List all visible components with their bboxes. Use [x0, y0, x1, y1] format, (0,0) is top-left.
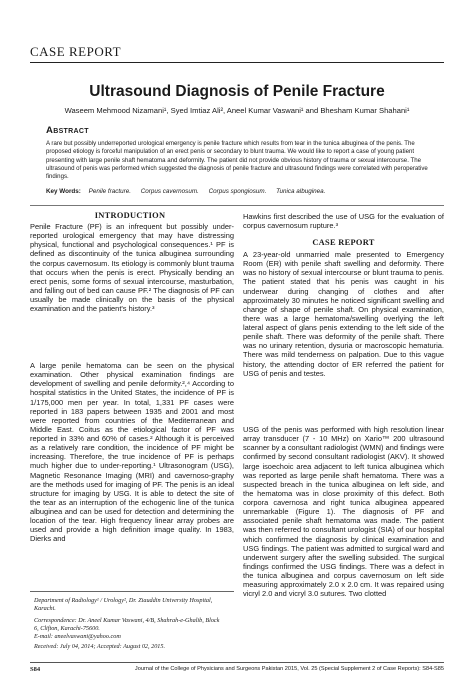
article-title: Ultrasound Diagnosis of Penile Fracture [89, 83, 385, 100]
paragraph-text: A large penile hematoma can be seen on the physical examination. Other physical examination findings are development of swelling and penile deformity.²,⁴ According to hospital statistics in the United States, the incidence of PF is 1/175,000 men per year. In total, 1,331 PF cases were reported in 183 papers between 1935 and 2001 and most were reported from countries of the Mediterranean and Middle East. Coitus as the etiological factor of PF was reported in 33% and 60% of cases.² Although it is perceived as a relatively rare condition, the incidence of PF might be increasing. Therefore, the true incidence of PF is perhaps much higher due to under-reporting.¹ Ultrasonogram (USG), Magnetic Resonance Imaging (MRI) and cavernoso-graphy are the methods used for imaging of PF. The penis is an ideal structure for imaging by USG. It is able to detect the site of the tear as an interruption of the echogenic line of the tunica albuginea and can be used for detection and determining the location of the tear. High frequency linear array probes are used and provide a high definition image quality. In 1983, Dierks and [30, 361, 234, 544]
keyword-item: Corpus spongiosum. [208, 188, 267, 195]
keywords-rule [30, 205, 444, 206]
received-dates: Received: July 04, 2014; Accepted: August 02, 2015. [34, 643, 166, 650]
page-number: S84 [30, 666, 41, 673]
keywords [46, 188, 436, 195]
case-report-heading: CASE REPORT [312, 238, 375, 247]
case-report-paragraph-2 [243, 425, 444, 598]
correspondence-address: Correspondence: Dr. Aneel Kumar Vaswani, 4/B, Shahrah-e-Ghalib, Block 6, Clifton, Karachi-75600. [34, 617, 220, 632]
footer-rule [30, 662, 444, 663]
author-list: Waseem Mehmood Nizamani¹, Syed Imtiaz Ali², Aneel Kumar Vaswani¹ and Bhesham Kumar Shahani¹ [64, 106, 410, 115]
case-report-paragraph-1 [243, 250, 444, 378]
journal-citation: Journal of the College of Physicians and Surgeons Pakistan 2015, Vol. 25 (Special Supplement 2 of Case Reports): S84-S85 [134, 666, 444, 672]
keyword-item: Corpus cavernosum. [140, 188, 199, 195]
affiliation-note: Department of Radiology¹ / Urology², Dr. Ziauddin University Hospital, Karachi. [34, 597, 213, 612]
introduction-heading: INTRODUCTION [94, 211, 166, 220]
abstract-heading: Abstract [46, 125, 89, 136]
section-label: CASE REPORT [30, 44, 122, 59]
paragraph-text: A 23-year-old unmarried male presented to Emergency Room (ER) with penile shaft swelling and deformity. There was no history of sexual intercourse or blunt trauma to penis. The patient stated that his penis was caught in his underwear during changing of clothes and after approximately 30 minutes he noticed significant swelling and change of shape of penile shaft. On physical examination, there was a large hematoma/swelling overlying the left lateral aspect of glans penis extending to the left side of the penile shaft. There was deformity of the penile shaft. There was no urinary retention, dysuria or macroscopic hematuria. There was mild tenderness on palpation. Due to this vague history, the attending doctor of ER referred the patient for USG of penis and testes. [243, 250, 444, 378]
intro-continuation [243, 212, 444, 230]
introduction-paragraph-2 [30, 361, 234, 544]
abstract-text: A rare but possibly underreported urological emergency is penile fracture which results from tear in the tunica albuginea of the penis. The proposed etiology is forceful manipulation of an erect penis or secondary to blunt trauma. We would like to report a case of young patient presenting with large penile shaft hematoma and deformity. The patient did not provide obvious history of trauma or sexual intercourse. The ultrasound of penis was performed which suggested the diagnosis of penile fracture and ultrasound findings were correlated with peroperative findings. [46, 140, 428, 181]
correspondence-note [34, 617, 224, 641]
correspondence-email[interactable]: E-mail: aneelvaswani@yahoo.com [34, 633, 121, 640]
header-rule [30, 62, 444, 63]
introduction-paragraph-1 [30, 222, 234, 313]
footnote-rule [30, 591, 234, 592]
paragraph-text: Penile Fracture (PF) is an infrequent but possibly under-reported urological emergency that may have distressing physical, functional and psychological consequences.¹ PF is defined as discontinuity of the tunica albuginea surrounding the corpus cavernosum. Its etiology is commonly blunt trauma that occurs when the penis is erect. Physically bending an erect penis, some forms of sexual intercourse, masturbation, and falling out of bed can cause PF.² The diagnosis of PF can usually be made clinically on the basis of the physical examination and the patient's history.³ [30, 222, 234, 314]
keyword-item: Tunica albuginea. [276, 188, 326, 195]
paragraph-text: Hawkins first described the use of USG for the evaluation of corpus cavernosum rupture.³ [243, 212, 444, 231]
keyword-item: Penile fracture. [88, 188, 131, 195]
keywords-label: Key Words: [46, 188, 81, 195]
paragraph-text: USG of the penis was performed with high resolution linear array transducer (7 - 10 MHz) on Xario™ 200 ultrasound scanner by a consultant radiologist (WMN) and findings were confirmed by second consultant radiologist (AKV). It showed large isoechoic area adjacent to left tunica albuginea which was reported as large penile shaft hematoma. There was a suspected breach in the tunica albuginea on left side, and the hematoma was in close proximity of this defect. Both corpora cavernosa and right tunica albuginea appeared unremarkable (Figure 1). The diagnosis of PF and associated penile shaft hematoma was made. The patient was then referred to consultant urologist (SIA) of our hospital which confirmed the diagnosis by clinical examination and USG findings. The patient was admitted to surgical ward and underwent surgery after the swelling subsided. The surgical findings confirmed the USG findings. There was a defect in the tunica albuginea and corpus cavernosum on left side measuring approximately 2.0 x 2.0 cm. It was repaired using vicryl 2.0 and vicryl 3.0 sutures. Two clotted [243, 425, 444, 599]
